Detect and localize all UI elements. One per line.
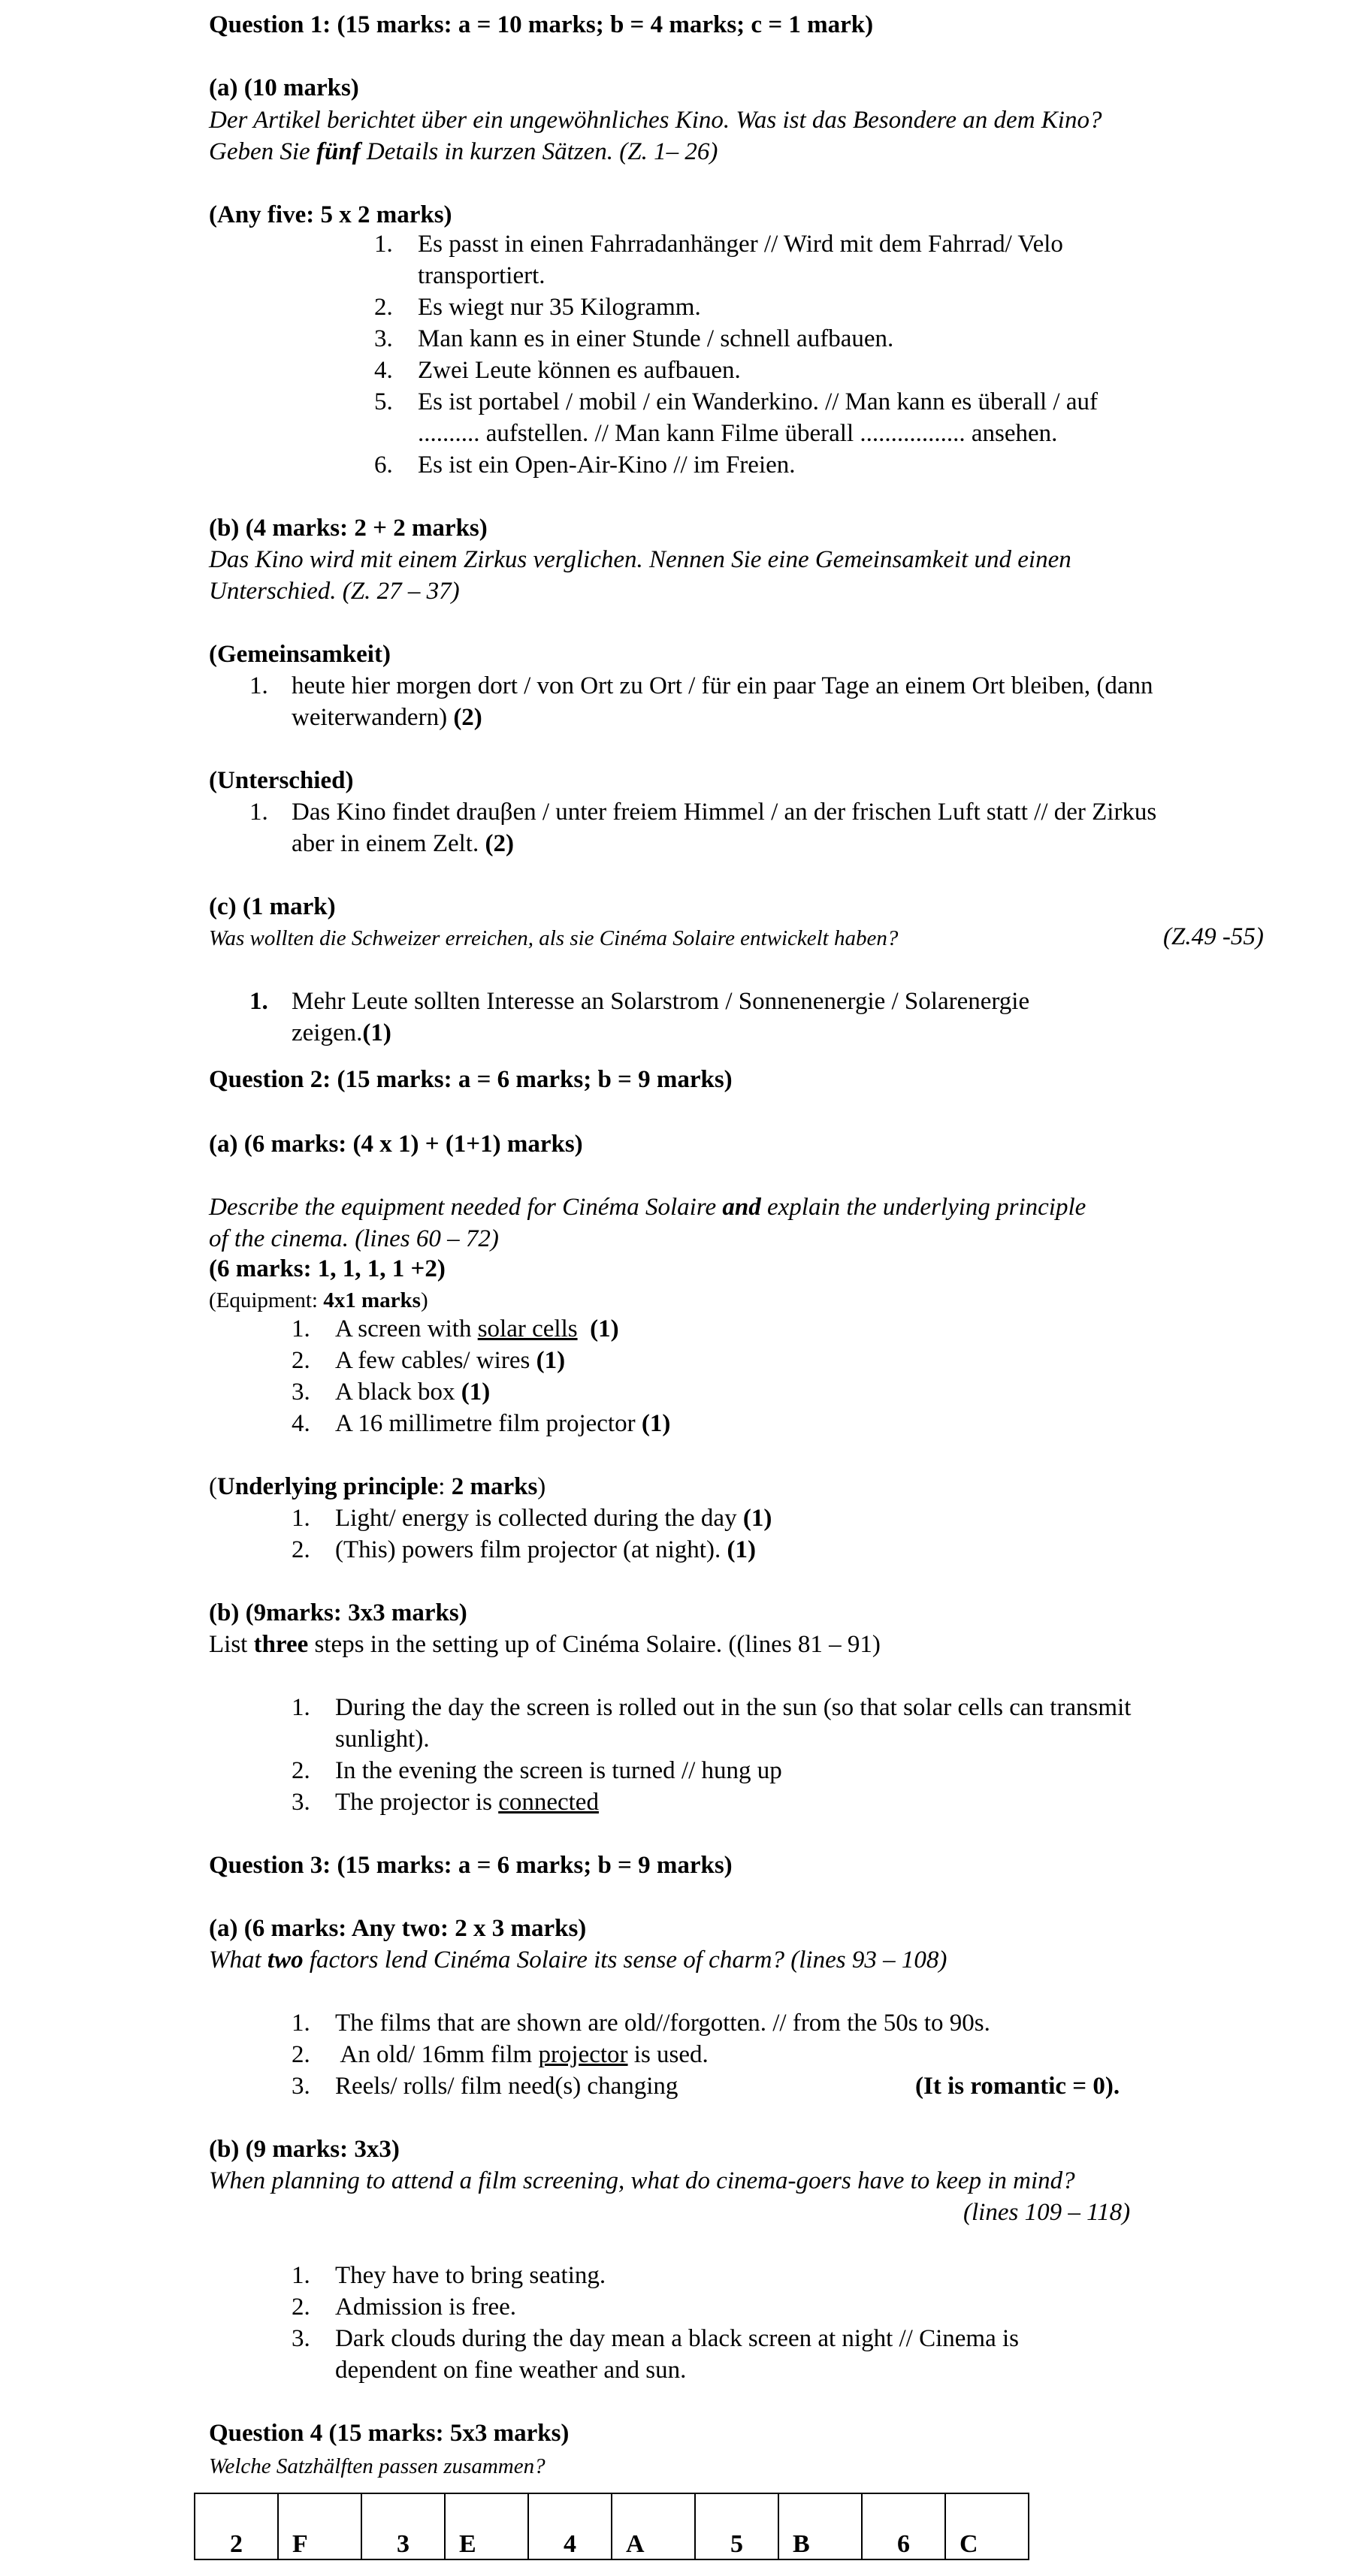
q1b-heading: (b) (4 marks: 2 + 2 marks) [209,515,488,542]
list-item-number: 1. [292,1694,310,1721]
q2a-prompt-line2: of the cinema. (lines 60 – 72) [209,1225,499,1252]
mark-value: (2) [453,704,482,731]
q3a-note: (It is romantic = 0). [915,2073,1120,2100]
list-item: Man kann es in einer Stunde / schnell aufbauen. [418,325,894,352]
list-item: An old/ 16mm film projector is used. [335,2041,709,2068]
list-item-continuation: sunlight). [335,1726,430,1753]
list-item: Reels/ rolls/ film need(s) changing [335,2073,678,2100]
mark-value: (1) [590,1315,619,1342]
list-item-number: 3. [292,2325,310,2352]
q3b-heading: (b) (9 marks: 3x3) [209,2136,400,2163]
list-item: Light/ energy is collected during the day (1) [335,1505,772,1532]
answer-letter-cell: F [278,2493,361,2559]
list-item: A screen with solar cells (1) [335,1315,619,1342]
list-item: Das Kino findet drauβen / unter freiem Himmel / an der frischen Luft statt // der Zirkus [292,799,1157,826]
list-item-number: 5. [374,388,393,415]
answer-letter-cell: E [445,2493,528,2559]
q1a-heading: (a) (10 marks) [209,74,359,101]
emphasis-fuenf: fünf [316,138,361,165]
answer-number-cell: 2 [195,2493,278,2559]
list-item: Es wiegt nur 35 Kilogramm. [418,294,701,321]
list-item: A few cables/ wires (1) [335,1347,566,1374]
list-item-number: 2. [292,1536,310,1563]
q2a-prompt-line1: Describe the equipment needed for Cinéma Solaire and explain the underlying principle [209,1194,1086,1221]
list-item-number: 3. [292,2073,310,2100]
list-item-number: 3. [374,325,393,352]
q3-heading: Question 3: (15 marks: a = 6 marks; b = 9 marks) [209,1852,733,1879]
list-item-number: 2. [292,2294,310,2321]
list-item: The films that are shown are old//forgotten. // from the 50s to 90s. [335,2010,990,2037]
list-item: Es passt in einen Fahrradanhänger // Wird mit dem Fahrrad/ Velo [418,231,1063,258]
list-item: Admission is free. [335,2294,517,2321]
mark-value: (1) [362,1019,391,1046]
list-item-number: 1. [249,672,268,699]
mark-value: (1) [727,1536,756,1563]
emphasis-and: and [722,1194,761,1221]
q3a-prompt: What two factors lend Cinéma Solaire its sense of charm? (lines 93 – 108) [209,1946,947,1974]
q1b-similarity-heading: (Gemeinsamkeit) [209,641,391,668]
list-item: A 16 millimetre film projector (1) [335,1410,671,1437]
q1b-prompt-line1: Das Kino wird mit einem Zirkus verglichen. Nennen Sie eine Gemeinsamkeit und einen [209,546,1071,573]
list-item-number: 2. [292,1757,310,1784]
list-item-continuation: transportiert. [418,262,545,289]
list-item-number: 3. [292,1379,310,1406]
answer-number-cell: 3 [361,2493,445,2559]
answer-number-cell: 4 [528,2493,612,2559]
table-row [195,2493,1029,2559]
list-item-number: 6. [374,451,393,479]
list-item: A black box (1) [335,1379,491,1406]
q1a-prompt-line2: Geben Sie fünf Details in kurzen Sätzen. (Z. 1– 26) [209,138,718,165]
list-item-continuation: dependent on fine weather and sun. [335,2357,687,2384]
list-item-number: 1. [249,799,268,826]
list-item: During the day the screen is rolled out in the sun (so that solar cells can transmit [335,1694,1132,1721]
list-item: Mehr Leute sollten Interesse an Solarstrom / Sonnenenergie / Solarenergie [292,988,1030,1015]
q4-prompt: Welche Satzhälften passen zusammen? [209,2454,545,2478]
q2a-equipment-label: (Equipment: 4x1 marks) [209,1288,428,1312]
mark-value: (1) [536,1347,566,1374]
list-item-continuation: aber in einem Zelt. (2) [292,830,514,857]
q1c-prompt: Was wollten die Schweizer erreichen, als sie Cinéma Solaire entwickelt haben? [209,926,899,950]
q3a-heading: (a) (6 marks: Any two: 2 x 3 marks) [209,1915,587,1942]
answer-number-cell: 5 [695,2493,778,2559]
q1a-prompt-line1: Der Artikel berichtet über ein ungewöhnliches Kino. Was ist das Besondere an dem Kino? [209,107,1102,134]
q3b-prompt: When planning to attend a film screening, what do cinema-goers have to keep in mind? [209,2167,1075,2194]
q1b-prompt-line2: Unterschied. (Z. 27 – 37) [209,578,460,605]
q2a-marks-line: (6 marks: 1, 1, 1, 1 +2) [209,1255,446,1282]
list-item: Es ist portabel / mobil / ein Wanderkino. // Man kann es überall / auf [418,388,1098,415]
mark-value: (2) [485,830,514,857]
list-item-number: 1. [292,1505,310,1532]
list-item-number: 4. [292,1410,310,1437]
list-item-number: 1. [292,2010,310,2037]
q2-heading: Question 2: (15 marks: a = 6 marks; b = 9 marks) [209,1066,733,1093]
list-item-continuation: zeigen.(1) [292,1019,391,1046]
answer-letter-cell: A [612,2493,695,2559]
q1-heading: Question 1: (15 marks: a = 10 marks; b = 4 marks; c = 1 mark) [209,11,874,38]
q4-answer-table [194,2493,1029,2560]
list-item-number: 2. [292,1347,310,1374]
q2a-principle-label: (Underlying principle: 2 marks) [209,1473,546,1500]
q4-heading: Question 4 (15 marks: 5x3 marks) [209,2420,570,2447]
list-item: The projector is connected [335,1789,599,1816]
answer-letter-cell: B [778,2493,862,2559]
list-item: (This) powers film projector (at night). (1) [335,1536,756,1563]
list-item: Zwei Leute können es aufbauen. [418,357,741,384]
list-item-number: 2. [292,2041,310,2068]
q2a-heading: (a) (6 marks: (4 x 1) + (1+1) marks) [209,1131,583,1158]
list-item-number: 1. [249,988,268,1015]
q1c-lines-ref: (Z.49 -55) [1163,923,1264,950]
list-item: heute hier morgen dort / von Ort zu Ort / für ein paar Tage an einem Ort bleiben, (dann [292,672,1153,699]
list-item-number: 2. [374,294,393,321]
mark-value: (1) [641,1410,671,1437]
mark-value: (1) [461,1379,491,1406]
q1b-difference-heading: (Unterschied) [209,767,354,794]
list-item-number: 1. [374,231,393,258]
q2b-heading: (b) (9marks: 3x3 marks) [209,1599,467,1626]
list-item-continuation: weiterwandern) (2) [292,704,482,731]
list-item-continuation: .......... aufstellen. // Man kann Filme überall ................. ansehen. [418,420,1058,447]
list-item: Dark clouds during the day mean a black screen at night // Cinema is [335,2325,1019,2352]
q2b-prompt: List three steps in the setting up of Cinéma Solaire. ((lines 81 – 91) [209,1631,881,1658]
list-item-number: 4. [374,357,393,384]
answer-letter-cell: C [945,2493,1029,2559]
list-item-number: 1. [292,2262,310,2289]
mark-value: (1) [742,1505,772,1532]
answer-number-cell: 6 [862,2493,945,2559]
list-item-number: 1. [292,1315,310,1342]
q3b-lines-ref: (lines 109 – 118) [963,2199,1131,2226]
q1c-heading: (c) (1 mark) [209,893,336,920]
list-item: Es ist ein Open-Air-Kino // im Freien. [418,451,796,479]
list-item: In the evening the screen is turned // hung up [335,1757,782,1784]
list-item: They have to bring seating. [335,2262,606,2289]
list-item-number: 3. [292,1789,310,1816]
q1a-subheading: (Any five: 5 x 2 marks) [209,201,452,228]
